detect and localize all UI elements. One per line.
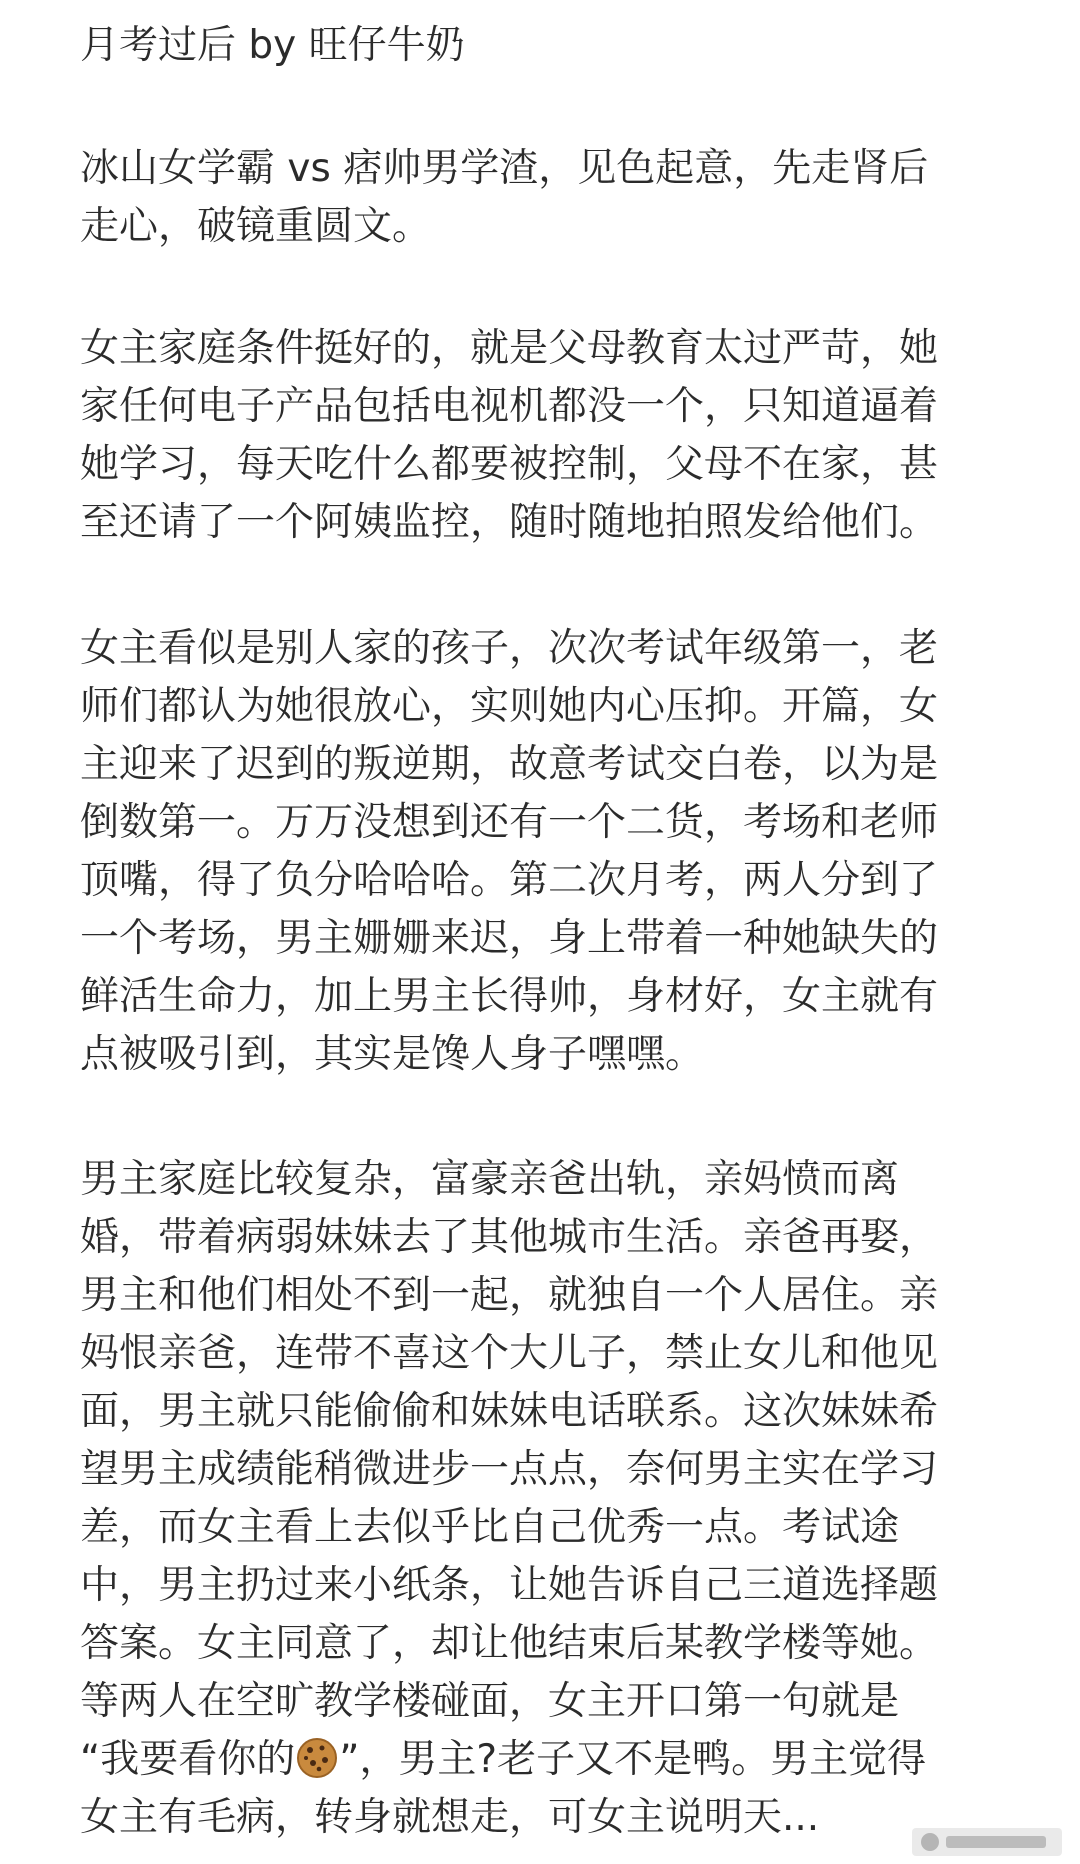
- paragraph-hero-family: [80, 1151, 1010, 1847]
- text-line-with-emoji: [80, 1731, 1010, 1789]
- post-title: 月考过后 by 旺仔牛奶: [80, 23, 465, 68]
- text-line: 家任何电子产品包括电视机都没一个，只知道逼着: [80, 384, 939, 429]
- text-line: 中，男主扔过来小纸条，让她告诉自己三道选择题: [80, 1563, 939, 1608]
- text-line: 鲜活生命力，加上男主长得帅，身材好，女主就有: [80, 974, 939, 1019]
- text-line: 答案。女主同意了，却让他结束后某教学楼等她。: [80, 1621, 939, 1666]
- text-line: 她学习，每天吃什么都要被控制，父母不在家，甚: [80, 442, 939, 487]
- text-line: 差，而女主看上去似乎比自己优秀一点。考试途: [80, 1505, 900, 1550]
- text-line: 女主看似是别人家的孩子，次次考试年级第一，老: [80, 626, 939, 671]
- cookie-emoji-icon: [295, 1736, 339, 1780]
- text-line: 等两人在空旷教学楼碰面，女主开口第一句就是: [80, 1679, 900, 1724]
- text-line: 走心，破镜重圆文。: [80, 204, 432, 249]
- text-line: 妈恨亲爸，连带不喜这个大儿子，禁止女儿和他见: [80, 1331, 939, 1376]
- text-line: 主迎来了迟到的叛逆期，故意考试交白卷，以为是: [80, 742, 939, 787]
- text-line: 倒数第一。万万没想到还有一个二货，考场和老师: [80, 800, 939, 845]
- text-line: 望男主成绩能稍微进步一点点，奈何男主实在学习: [80, 1447, 939, 1492]
- text-segment: ”，男主?老子又不是鸭。男主觉得: [339, 1737, 927, 1782]
- paragraph-synopsis: [80, 140, 1010, 256]
- text-line: 师们都认为她很放心，实则她内心压抑。开篇，女: [80, 684, 939, 729]
- text-line: 婚，带着病弱妹妹去了其他城市生活。亲爸再娶，: [80, 1215, 939, 1260]
- text-line: 点被吸引到，其实是馋人身子嘿嘿。: [80, 1032, 705, 1077]
- text-line: 冰山女学霸 vs 痞帅男学渣，见色起意，先走肾后: [80, 146, 929, 191]
- watermark-logo-icon: [912, 1822, 1062, 1862]
- text-line: 男主和他们相处不到一起，就独自一个人居住。亲: [80, 1273, 939, 1318]
- text-line: 面，男主就只能偷偷和妹妹电话联系。这次妹妹希: [80, 1389, 939, 1434]
- text-segment: “我要看你的: [80, 1737, 296, 1782]
- paragraph-heroine-rebellion: [80, 620, 1010, 1084]
- text-line: 一个考场，男主姗姗来迟，身上带着一种她缺失的: [80, 916, 939, 961]
- text-line: 至还请了一个阿姨监控，随时随地拍照发给他们。: [80, 500, 939, 545]
- text-line: 顶嘴，得了负分哈哈哈。第二次月考，两人分到了: [80, 858, 939, 903]
- text-line: 女主家庭条件挺好的，就是父母教育太过严苛，她: [80, 326, 939, 371]
- text-line: 男主家庭比较复杂，富豪亲爸出轨，亲妈愤而离: [80, 1157, 900, 1202]
- paragraph-heroine-family: [80, 320, 1010, 552]
- text-line-cut-off: 女主有毛病，转身就想走，可女主说明天...: [80, 1795, 820, 1840]
